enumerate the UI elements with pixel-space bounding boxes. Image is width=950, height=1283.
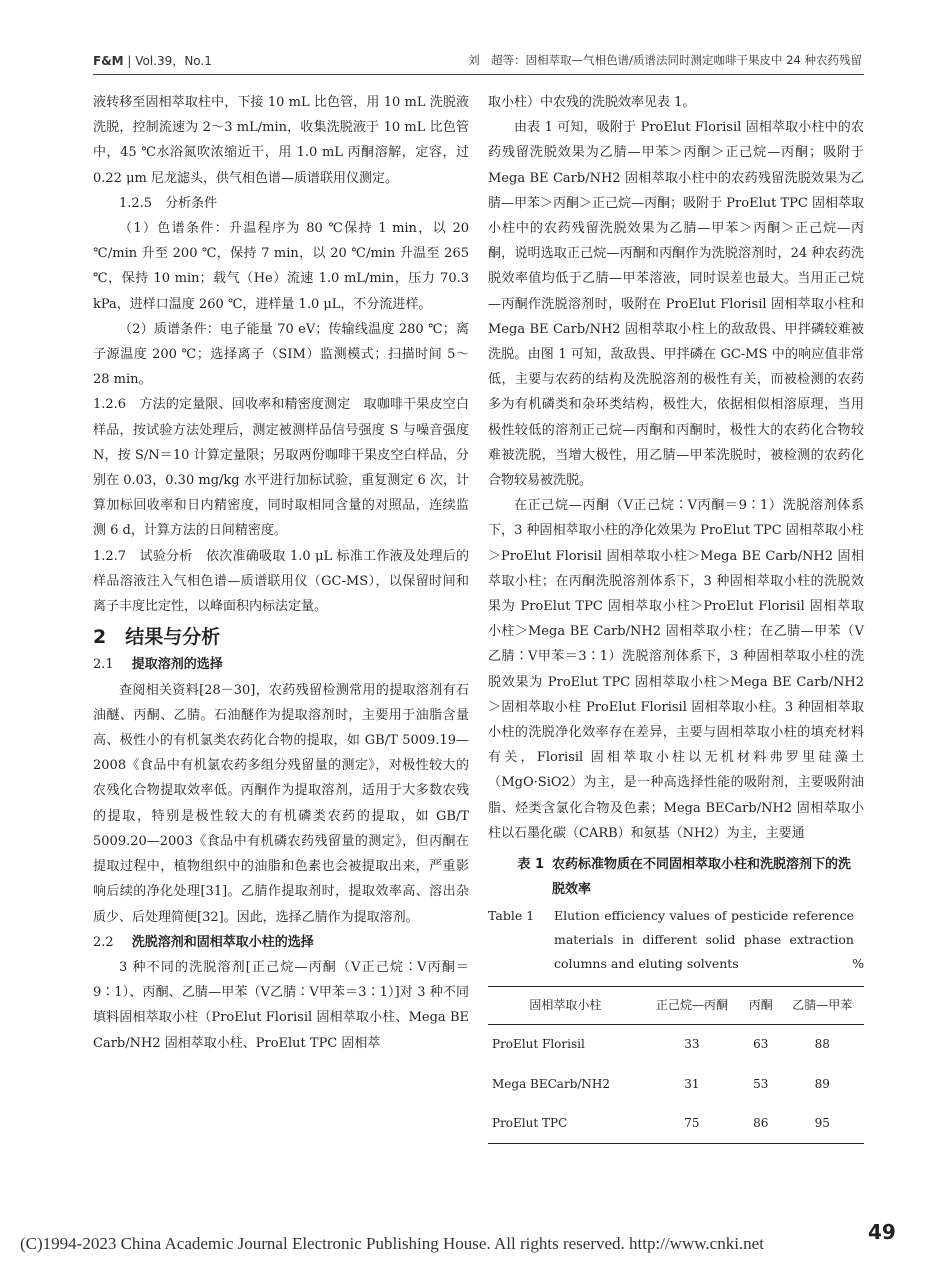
subsection-heading (93, 930, 469, 955)
paragraph: （2）质谱条件：电子能量 70 eV；传输线温度 280 ℃；离子源温度 200 ℃；选择离子（SIM）监测模式；扫描时间 5～28 min。 (93, 321, 469, 388)
journal-logo: F&M (93, 54, 124, 68)
paragraph: 1.2.6 方法的定量限、回收率和精密度测定 取咖啡干果皮空白样品，按试验方法处理后，测定被测样品信号强度 S 与噪音强度 N，按 S/N＝10 计算定量限；另取两份咖啡干果皮空白样品，分别在 0.03，0.30 mg/kg 水平进行加标试验，重复测定 6 次，计算加标回收率和日内精密度，同时取相同含量的对照品，连续监测 6 d，计算方法的日间精密度。 (93, 397, 469, 539)
paragraph: 在正己烷—丙酮（V正己烷∶V丙酮＝9∶1）洗脱溶剂体系下，3 种固相萃取小柱的净化效果为 ProElut TPC 固相萃取小柱＞ProElut Florisil 固相萃取小柱＞Mega BE Carb/NH2 固相萃取小柱；在丙酮洗脱溶剂体系下，3 种固相萃取小柱的洗脱效果为 ProElut TPC 固相萃取小柱＞ProElut Florisil 固相萃取小柱＞Mega BE Carb/NH2 固相萃取小柱；在乙腈—甲苯（V乙腈∶V甲苯＝3∶1）洗脱溶剂体系下，3 种固相萃取小柱的洗脱效果为 ProElut TPC 固相萃取小柱＞Mega BE Carb/NH2＞固相萃取小柱 ProElut Florisil 固相萃取小柱。3 种固相萃取小柱的洗脱净化效率存在差异，主要与固相萃取小柱的填充材料有关，Florisil 固相萃取小柱以无机材料弗罗里硅藻土（MgO·SiO2）为主，是一种高选择性能的吸附剂，主要吸附油脂、烃类含氯化合物及色素；Mega BECarb/NH2 固相萃取小柱以石墨化碳（CARB）和氨基（NH2）为主，主要通 (488, 498, 864, 841)
table-cell: 86 (741, 1104, 780, 1144)
table-label-en: Table 1 (488, 908, 535, 924)
table-header-row (488, 987, 864, 1025)
table-caption-zh (488, 852, 864, 902)
paragraph: 查阅相关资料[28－30]，农药残留检测常用的提取溶剂有石油醚、丙酮、乙腈。石油醚作为提取溶剂时，主要用于油脂含量高、极性小的有机氯类农药化合物的提取，如 GB/T 5009.19—2008《食品中有机氯农药多组分残留量的测定》，对极性较大的农残化合物提取效率低。丙酮作为提取溶剂，适用于大多数农残的提取，特别是极性较大的有机磷类农药的提取，如 GB/T 5009.20—2003《食品中有机磷农药残留量的测定》，但丙酮在提取过程中，植物组织中的油脂和色素也会被提取出来，严重影响后续的净化处理[31]。乙腈作提取剂时，提取效率高、溶出杂质少、后处理简便[32]。因此，选择乙腈作为提取溶剂。 (93, 682, 469, 925)
subsection-heading: 1.2.5 分析条件 (119, 195, 218, 211)
table-cell: 31 (684, 1076, 700, 1091)
table-cell: Mega BECarb/NH2 (492, 1076, 611, 1091)
table-header-cell: 正己烷—丙酮 (643, 987, 741, 1025)
data-table (488, 986, 864, 1144)
table-header-cell: 固相萃取小柱 (488, 987, 643, 1025)
header-rule (93, 74, 864, 75)
page-number: 49 (868, 1220, 896, 1244)
table-cell: 88 (814, 1037, 830, 1052)
journal-header: F&M | Vol.39，No.1 (93, 54, 212, 68)
paragraph: 液转移至固相萃取柱中，下接 10 mL 比色管，用 10 mL 洗脱液洗脱，控制流速为 2～3 mL/min，收集洗脱液于 10 mL 比色管中，45 ℃水浴氮吹浓缩近干，用 1.0 mL 丙酮溶解，定容，过 0.22 μm 尼龙滤头，供气相色谱—质谱联用仪测定。 (93, 95, 469, 186)
table-cell: 95 (780, 1104, 864, 1144)
table-cell: 53 (753, 1076, 769, 1091)
table-cell: 33 (684, 1037, 700, 1052)
table-title-zh: 农药标准物质在不同固相萃取小柱和洗脱溶剂下的洗脱效率 (552, 857, 852, 898)
right-column (488, 90, 864, 1144)
table-cell: 63 (753, 1037, 769, 1052)
table-header-cell: 丙酮 (741, 987, 780, 1025)
table-caption-en (488, 904, 864, 976)
subsection-title: 洗脱溶剂和固相萃取小柱的选择 (131, 934, 314, 950)
paragraph: 由表 1 可知，吸附于 ProElut Florisil 固相萃取小柱中的农药残留洗脱效果为乙腈—甲苯＞丙酮＞正己烷—丙酮；吸附于 Mega BE Carb/NH2 固相萃取小柱中的农药残留洗脱效果为乙腈—甲苯＞丙酮＞正己烷—丙酮；吸附于 ProElut TPC 固相萃取小柱中的农药残留洗脱效果为乙腈—甲苯＞丙酮＞正己烷—丙酮，说明选取正己烷—丙酮和丙酮作为洗脱溶剂时，24 种农药洗脱效率值均低于乙腈—甲苯溶液，同时误差也最大。当用正己烷—丙酮作洗脱溶剂时，吸附在 ProElut Florisil 固相萃取小柱和 Mega BE Carb/NH2 固相萃取小柱上的敌敌畏、甲拌磷较难被洗脱。由图 1 可知，敌敌畏、甲拌磷在 GC-MS 中的响应值非常低，主要与农药的结构及洗脱溶剂的极性有关，而被检测的农药多为有机磷类和杂环类结构，极性大，依据相似相溶原理，当用极性较低的溶剂正己烷—丙酮和丙酮时，极性大的农药化合物较难被洗脱，当增大极性，用乙腈—甲苯洗脱时，被检测的农药化合物较易被洗脱。 (488, 120, 864, 489)
section-heading: 2 结果与分析 (93, 626, 221, 649)
paragraph: 1.2.7 试验分析 依次准确吸取 1.0 μL 标准工作液及处理后的样品溶液注入气相色谱—质谱联用仪（GC-MS），以保留时间和离子丰度比定性，以峰面积内标法定量。 (93, 548, 469, 615)
paragraph: 3 种不同的洗脱溶剂[正己烷—丙酮（V正己烷∶V丙酮＝9∶1）、丙酮、乙腈—甲苯（V乙腈∶V甲苯＝3∶1）]对 3 种不同填料固相萃取小柱（ProElut Florisil 固相萃取小柱、Mega BE Carb/NH2 固相萃取小柱、ProElut TPC 固相萃 (93, 959, 469, 1051)
table-header-cell: 乙腈—甲苯 (780, 987, 864, 1025)
table-row (488, 1065, 864, 1104)
subsection-number: 2.2 (93, 934, 114, 950)
table-row (488, 1104, 864, 1144)
paragraph: 取小柱）中农残的洗脱效率见表 1。 (488, 95, 696, 110)
subsection-number: 2.1 (93, 657, 114, 673)
table-unit: % (852, 956, 864, 972)
subsection-title: 提取溶剂的选择 (131, 657, 223, 673)
paragraph: （1）色谱条件：升温程序为 80 ℃保持 1 min，以 20 ℃/min 升至 200 ℃，保持 7 min，以 20 ℃/min 升温至 265 ℃，保持 10 min；载气（He）流速 1.0 mL/min，压力 70.3 kPa，进样口温度 260 ℃，进样量 1.0 μL，不分流进样。 (93, 221, 469, 312)
left-column (93, 90, 469, 1056)
table-cell: 89 (814, 1076, 830, 1091)
table-label-zh: 表 1 (517, 857, 544, 873)
table-cell: 75 (643, 1104, 741, 1144)
table-title-en: Elution efficiency values of pesticide reference materials in different solid phase extraction columns and eluting solvents (554, 908, 854, 972)
running-title: 刘 超等：固相萃取—气相色谱/质谱法同时测定咖啡干果皮中 24 种农药残留 (468, 53, 862, 67)
table-cell: ProElut Florisil (492, 1037, 585, 1052)
journal-volume: Vol.39，No.1 (135, 54, 212, 68)
subsection-heading (93, 652, 469, 677)
table-row (488, 1025, 864, 1065)
copyright-watermark: (C)1994-2023 China Academic Journal Electronic Publishing House. All rights reserved. http://www.cnki.net (20, 1234, 764, 1253)
table-cell: ProElut TPC (488, 1104, 643, 1144)
